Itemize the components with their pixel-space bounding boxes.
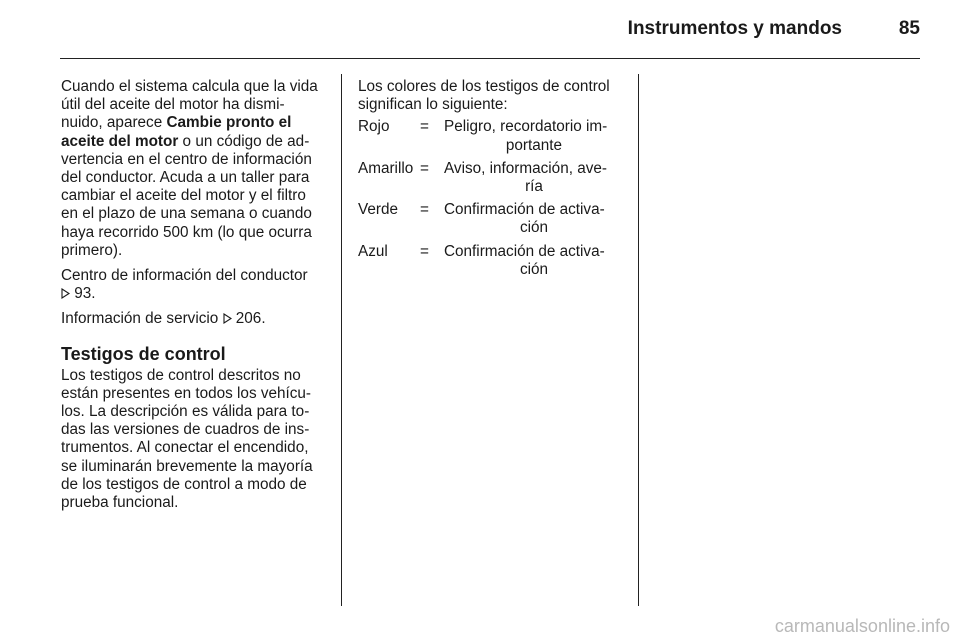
text-line: Centro de información del conductor	[61, 267, 308, 285]
text-line: portante	[505, 136, 563, 154]
column-divider-left	[341, 74, 342, 606]
color-name: Amarillo	[358, 159, 414, 177]
watermark: carmanualsonline.info	[774, 616, 950, 636]
equals-sign: =	[420, 242, 429, 260]
text-line: Confirmación de activa-	[444, 201, 605, 219]
color-meaning	[444, 243, 624, 284]
text-line: significan lo siguiente:	[358, 96, 508, 114]
text-line: útil del aceite del motor ha dismi-	[61, 96, 285, 114]
header-title: Instrumentos y mandos	[627, 18, 842, 39]
text-line: ría	[525, 178, 543, 196]
color-name: Verde	[358, 201, 398, 219]
table-row	[358, 118, 624, 159]
bold-message-part2: aceite del motor	[61, 132, 179, 150]
table-row	[358, 243, 624, 284]
text-line: cambiar el aceite del motor y el filtro	[61, 187, 306, 205]
text-line: en el plazo de una semana o cuando	[61, 205, 312, 223]
text-line: trumentos. Al conectar el encendido,	[61, 439, 309, 457]
text-line: Peligro, recordatorio im-	[444, 118, 608, 136]
text-line: Los colores de los testigos de control	[358, 78, 610, 95]
color-legend-table	[358, 118, 624, 284]
equals-sign: =	[420, 118, 429, 136]
text-line: Información de servicio	[61, 310, 223, 328]
paragraph-service-info-ref	[61, 310, 325, 328]
paragraph-warning-lights	[61, 367, 325, 513]
page-reference[interactable]: 93.	[70, 285, 96, 303]
text-line: nuido, aparece	[61, 114, 167, 132]
color-meaning	[444, 118, 624, 159]
text-line: del conductor. Acuda a un taller para	[61, 169, 310, 187]
paragraph-colors-intro	[358, 78, 624, 114]
reference-arrow-icon	[61, 288, 70, 299]
color-meaning	[444, 201, 624, 242]
text-line: se iluminarán brevemente la mayoría	[61, 457, 313, 475]
color-name: Rojo	[358, 118, 390, 136]
equals-sign: =	[420, 159, 429, 177]
text-line: Aviso, información, ave-	[444, 159, 607, 177]
bold-message-part1: Cambie pronto el	[166, 114, 292, 132]
text-line: vertencia en el centro de información	[61, 150, 312, 168]
text-line: ción	[519, 260, 549, 278]
page-number: 85	[898, 18, 920, 39]
section-heading: Testigos de control	[61, 343, 226, 364]
header-rule	[60, 58, 920, 59]
text-line: Los testigos de control descritos no	[61, 366, 301, 384]
text-line: de los testigos de control a modo de	[61, 475, 307, 493]
equals-sign: =	[420, 201, 429, 219]
table-row	[358, 160, 624, 201]
middle-column	[358, 78, 624, 284]
text-line: prueba funcional.	[61, 494, 179, 512]
text-line: das las versiones de cuadros de ins-	[61, 421, 310, 439]
page-reference[interactable]: 206.	[231, 310, 266, 328]
paragraph-oil-life	[61, 78, 325, 260]
text-line: Cuando el sistema calcula que la vida	[61, 78, 318, 95]
text-line: haya recorrido 500 km (lo que ocurra	[61, 223, 312, 241]
text-line: los. La descripción es válida para to-	[61, 403, 310, 421]
color-meaning	[444, 160, 624, 201]
column-divider-right	[638, 74, 639, 606]
table-row	[358, 201, 624, 242]
text-line: están presentes en todos los vehícu-	[61, 384, 312, 402]
text-line: ción	[519, 219, 549, 237]
left-column	[61, 78, 325, 519]
color-name: Azul	[358, 242, 388, 260]
text-line: o un código de ad-	[178, 132, 310, 150]
paragraph-driver-info-ref	[61, 267, 325, 303]
text-line: primero).	[61, 241, 123, 259]
reference-arrow-icon	[223, 313, 232, 324]
text-line: Confirmación de activa-	[444, 242, 605, 260]
